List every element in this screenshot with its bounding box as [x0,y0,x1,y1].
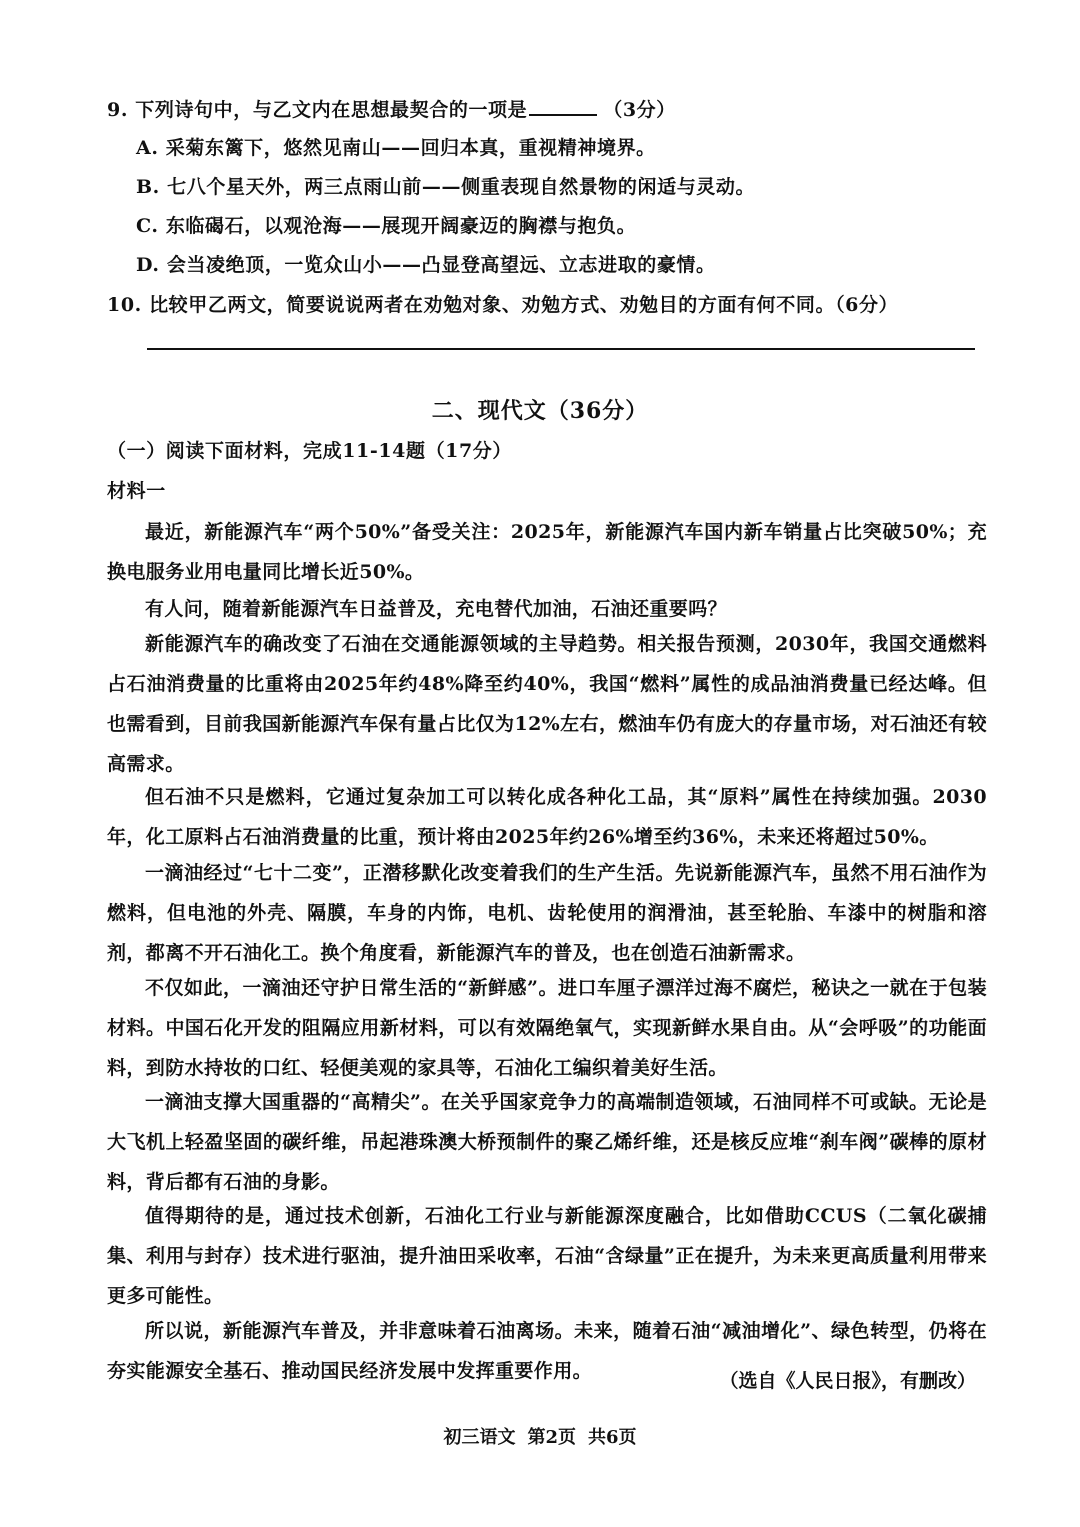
footer-total: 共6页 [588,1427,637,1448]
paragraph: 值得期待的是，通过技术创新，石油化工行业与新能源深度融合，比如借助CCUS（二氧化碳捕集、利用与封存）技术进行驱油，提升油田采收率，石油“含绿量”正在提升，为未来更高质量利用带来更多可能性。 [107,1205,987,1307]
question-9-stem [107,96,676,123]
footer-subject: 初三语文 [443,1427,516,1448]
paragraph: 有人问，随着新能源汽车日益普及，充电替代加油，石油还重要吗？ [145,598,728,620]
question-9-text: 9. 下列诗句中，与乙文内在思想最契合的一项是 [107,99,528,121]
paragraph: 一滴油经过“七十二变”，正潜移默化改变着我们的生产生活。先说新能源汽车，虽然不用石油作为燃料，但电池的外壳、隔膜，车身的内饰，电机、齿轮使用的润滑油，甚至轮胎、车漆中的树脂和溶剂，都离不开石油化工。换个角度看，新能源汽车的普及，也在创造石油新需求。 [107,862,987,964]
answer-line [147,348,975,350]
material-label: 材料一 [107,480,166,502]
option-d: D. 会当凌绝顶，一览众山小——凸显登高望远、立志进取的豪情。 [136,254,716,276]
paragraph: 所以说，新能源汽车普及，并非意味着石油离场。未来，随着石油“减油增化”、绿色转型，仍将在夯实能源安全基石、推动国民经济发展中发挥重要作用。 [107,1320,987,1382]
question-9-score: （3分） [603,99,676,121]
paragraph: 但石油不只是燃料，它通过复杂加工可以转化成各种化工品，其“原料”属性在持续加强。2030年，化工原料占石油消费量的比重，预计将由2025年约26%增至约36%，未来还将超过50%。 [107,786,987,848]
paragraph: 一滴油支撑大国重器的“高精尖”。在关乎国家竞争力的高端制造领域，石油同样不可或缺。无论是大飞机上轻盈坚固的碳纤维，吊起港珠澳大桥预制件的聚乙烯纤维，还是核反应堆“刹车阀”碳棒的原材料，背后都有石油的身影。 [107,1091,987,1193]
option-c: C. 东临碣石，以观沧海——展现开阔豪迈的胸襟与抱负。 [136,215,637,237]
answer-blank [529,96,597,116]
section-subtitle: （一）阅读下面材料，完成11-14题（17分） [107,440,513,462]
paragraph: 不仅如此，一滴油还守护日常生活的“新鲜感”。进口车厘子漂洋过海不腐烂，秘诀之一就在于包装材料。中国石化开发的阻隔应用新材料，可以有效隔绝氧气，实现新鲜水果自由。从“会呼吸”的功能面料，到防水持妆的口红、轻便美观的家具等，石油化工编织着美好生活。 [107,977,987,1079]
paragraph: 新能源汽车的确改变了石油在交通能源领域的主导趋势。相关报告预测，2030年，我国交通燃料占石油消费量的比重将由2025年约48%降至约40%，我国“燃料”属性的成品油消费量已经达峰。但也需看到，目前我国新能源汽车保有量占比仅为12%左右，燃油车仍有庞大的存量市场，对石油还有较高需求。 [107,633,987,775]
paragraph: 最近，新能源汽车“两个50%”备受关注：2025年，新能源汽车国内新车销量占比突破50%；充换电服务业用电量同比增长近50%。 [107,521,987,583]
footer-page: 第2页 [527,1427,576,1448]
option-b: B. 七八个星天外，两三点雨山前——侧重表现自然景物的闲适与灵动。 [136,176,756,198]
page-footer [0,1426,1080,1450]
section-title: 二、现代文（36分） [431,398,649,424]
question-10: 10. 比较甲乙两文，简要说说两者在劝勉对象、劝勉方式、劝勉目的方面有何不同。（6分） [107,294,899,316]
option-a: A. 采菊东篱下，悠然见南山——回归本真，重视精神境界。 [136,137,656,159]
source-citation: （选自《人民日报》，有删改） [719,1370,976,1392]
